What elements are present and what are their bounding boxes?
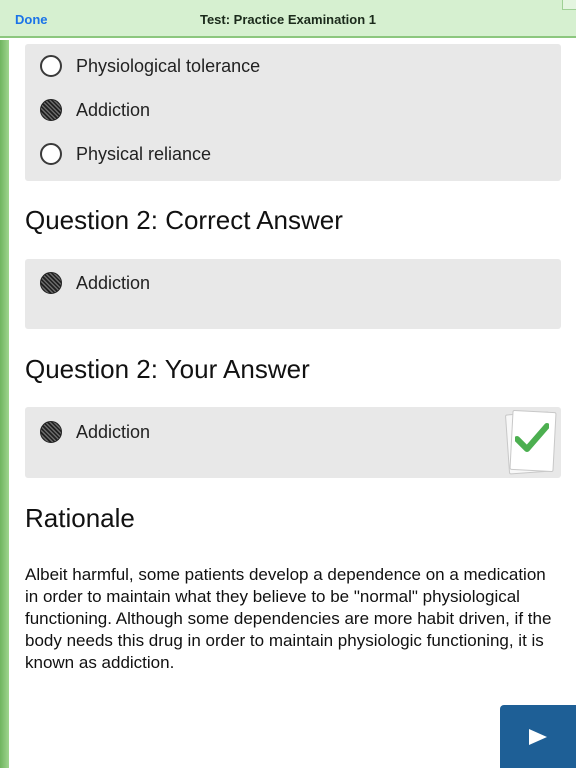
radio-filled-icon <box>40 272 62 294</box>
radio-empty-icon[interactable] <box>40 55 62 77</box>
correct-answer-item <box>40 270 150 296</box>
rationale-heading: Rationale <box>25 503 135 533</box>
radio-filled-icon <box>40 421 62 443</box>
play-arrow-icon <box>527 728 549 746</box>
your-answer-heading: Question 2: Your Answer <box>25 354 310 384</box>
option-physiological-tolerance[interactable] <box>40 53 260 79</box>
option-label: Addiction <box>76 99 151 120</box>
correct-answer-box <box>25 259 561 329</box>
option-label: Physiological tolerance <box>76 55 261 76</box>
page-title: Test: Practice Examination 1 <box>199 12 377 27</box>
option-physical-reliance[interactable] <box>40 141 211 167</box>
radio-filled-icon[interactable] <box>40 99 62 121</box>
your-answer-item <box>40 419 150 445</box>
checkmark-icon <box>515 423 549 453</box>
done-button[interactable]: Done <box>15 12 48 27</box>
next-button[interactable] <box>500 705 576 768</box>
radio-empty-icon[interactable] <box>40 143 62 165</box>
left-accent-bar <box>0 40 9 768</box>
page-curl-corner <box>562 0 576 10</box>
your-answer-box <box>25 407 561 478</box>
rationale-text: Albeit harmful, some patients develop a dependence on a medication in order to maintain what they believe to be "normal" physiological functioning. Although some dependencies are more habit driven, if the body needs this drug in order to maintain physiologic functioning, it is known as addiction. <box>25 565 552 672</box>
your-answer-label: Addiction <box>76 421 151 442</box>
correct-answer-heading: Question 2: Correct Answer <box>25 205 343 235</box>
correct-answer-label: Addiction <box>76 272 151 293</box>
question-options-box <box>25 44 561 181</box>
navigation-bar <box>0 0 576 38</box>
option-label: Physical reliance <box>76 143 212 164</box>
correct-checkmark-card <box>505 409 557 475</box>
option-addiction[interactable] <box>40 97 150 123</box>
